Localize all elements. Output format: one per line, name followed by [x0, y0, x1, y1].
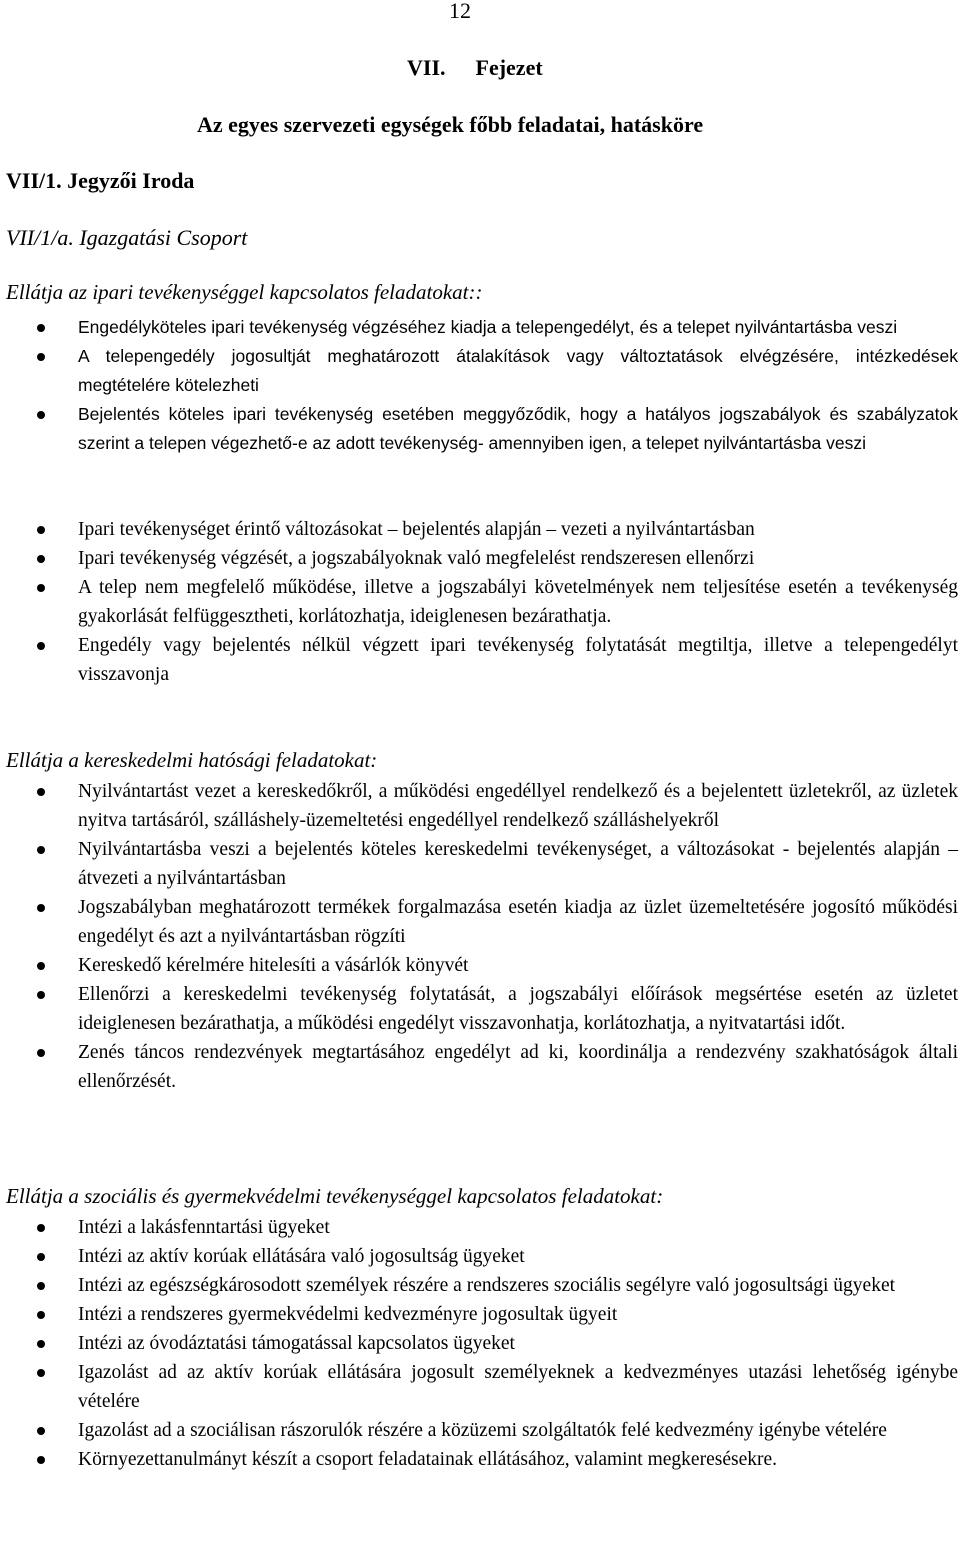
list-item: Engedély vagy bejelentés nélkül végzett ipari tevékenység folytatását megtiltja, illetve a telepengedélyt visszavonja — [0, 631, 960, 689]
list-item: Intézi az óvodáztatási támogatással kapcsolatos ügyeket — [0, 1329, 960, 1358]
chapter-label: Fejezet — [475, 55, 543, 80]
list-item: A telepengedély jogosultját meghatározott átalakítások vagy változtatások elvégzésére, intézkedések megtételére kötelezheti — [0, 342, 960, 400]
chapter-subtitle: Az egyes szervezeti egységek főbb feladatai, hatásköre — [197, 112, 704, 137]
bullet-icon — [37, 788, 45, 796]
group-heading-social: Ellátja a szociális és gyermekvédelmi tevékenységgel kapcsolatos feladatokat: — [6, 1184, 664, 1208]
list-item: Ellenőrzi a kereskedelmi tevékenység folytatását, a jogszabályi előírások megsértése esetén az üzletet ideiglenesen bezárathatja, a működési engedélyt visszavonhatja, korlátozhatja, a nyitvatartási időt. — [0, 980, 960, 1038]
page-number: 12 — [449, 0, 471, 23]
industrial-task-list-continued — [0, 515, 960, 689]
list-item: Jogszabályban meghatározott termékek forgalmazása esetén kiadja az üzlet üzemeltetésére jogosító működési engedélyt és azt a nyilvántartásban rögzíti — [0, 893, 960, 951]
list-item: Intézi a rendszeres gyermekvédelmi kedvezményre jogosultak ügyeit — [0, 1300, 960, 1329]
list-item: Intézi az egészségkárosodott személyek részére a rendszeres szociális segélyre való jogosultsági ügyeket — [0, 1271, 960, 1300]
list-item: Igazolást ad az aktív korúak ellátására jogosult személyeknek a kedvezményes utazási lehetőség igénybe vételére — [0, 1358, 960, 1416]
list-item: Intézi az aktív korúak ellátására való jogosultság ügyeket — [0, 1242, 960, 1271]
bullet-icon — [37, 1311, 45, 1319]
bullet-icon — [37, 584, 45, 592]
bullet-icon — [37, 1253, 45, 1261]
list-item: Nyilvántartásba veszi a bejelentés köteles kereskedelmi tevékenységet, a változásokat - bejelentés alapján – átvezeti a nyilvántartásban — [0, 835, 960, 893]
bullet-icon — [37, 526, 45, 534]
bullet-icon — [37, 1282, 45, 1290]
social-task-list — [0, 1213, 960, 1474]
bullet-icon — [37, 1427, 45, 1435]
list-item: Környezettanulmányt készít a csoport feladatainak ellátásához, valamint megkeresésekre. — [0, 1445, 960, 1474]
subsection-title: VII/1/a. Igazgatási Csoport — [6, 225, 248, 250]
bullet-icon — [37, 411, 45, 419]
bullet-icon — [37, 555, 45, 563]
list-item: Nyilvántartást vezet a kereskedőkről, a működési engedéllyel rendelkező és a bejelentett üzletekről, az üzletek nyitva tartásáról, szálláshely-üzemeltetési engedéllyel rendelkező szálláshelyekről — [0, 777, 960, 835]
list-item: Zenés táncos rendezvények megtartásához engedélyt ad ki, koordinálja a rendezvény szakhatóságok általi ellenőrzését. — [0, 1038, 960, 1096]
bullet-icon — [37, 991, 45, 999]
chapter-heading — [407, 55, 543, 81]
list-item: Kereskedő kérelmére hitelesíti a vásárlók könyvét — [0, 951, 960, 980]
bullet-icon — [37, 353, 45, 361]
list-item: Ipari tevékenységet érintő változásokat – bejelentés alapján – vezeti a nyilvántartásban — [0, 515, 960, 544]
industrial-task-list — [0, 313, 960, 458]
bullet-icon — [37, 904, 45, 912]
bullet-icon — [37, 324, 45, 332]
bullet-icon — [37, 1049, 45, 1057]
section-title: VII/1. Jegyzői Iroda — [6, 168, 195, 193]
bullet-icon — [37, 1456, 45, 1464]
chapter-number: VII. — [407, 55, 446, 80]
bullet-icon — [37, 1224, 45, 1232]
list-item: A telep nem megfelelő működése, illetve a jogszabályi követelmények nem teljesítése esetén a tevékenység gyakorlását felfüggesztheti, korlátozhatja, ideiglenesen bezárathatja. — [0, 573, 960, 631]
bullet-icon — [37, 1369, 45, 1377]
bullet-icon — [37, 962, 45, 970]
group-heading-commercial: Ellátja a kereskedelmi hatósági feladatokat: — [6, 748, 378, 772]
bullet-icon — [37, 846, 45, 854]
bullet-icon — [37, 642, 45, 650]
list-item: Intézi a lakásfenntartási ügyeket — [0, 1213, 960, 1242]
commercial-task-list — [0, 777, 960, 1096]
group-heading-industrial: Ellátja az ipari tevékenységgel kapcsolatos feladatokat:: — [6, 280, 483, 304]
list-item: Igazolást ad a szociálisan rászorulók részére a közüzemi szolgáltatók felé kedvezmény igénybe vételére — [0, 1416, 960, 1445]
list-item: Ipari tevékenység végzését, a jogszabályoknak való megfelelést rendszeresen ellenőrzi — [0, 544, 960, 573]
list-item: Engedélyköteles ipari tevékenység végzéséhez kiadja a telepengedélyt, és a telepet nyilvántartásba veszi — [0, 313, 960, 342]
list-item: Bejelentés köteles ipari tevékenység esetében meggyőződik, hogy a hatályos jogszabályok és szabályzatok szerint a telepen végezhető-e az adott tevékenység- amennyiben igen, a telepet nyilvántartásba veszi — [0, 400, 960, 458]
bullet-icon — [37, 1340, 45, 1348]
